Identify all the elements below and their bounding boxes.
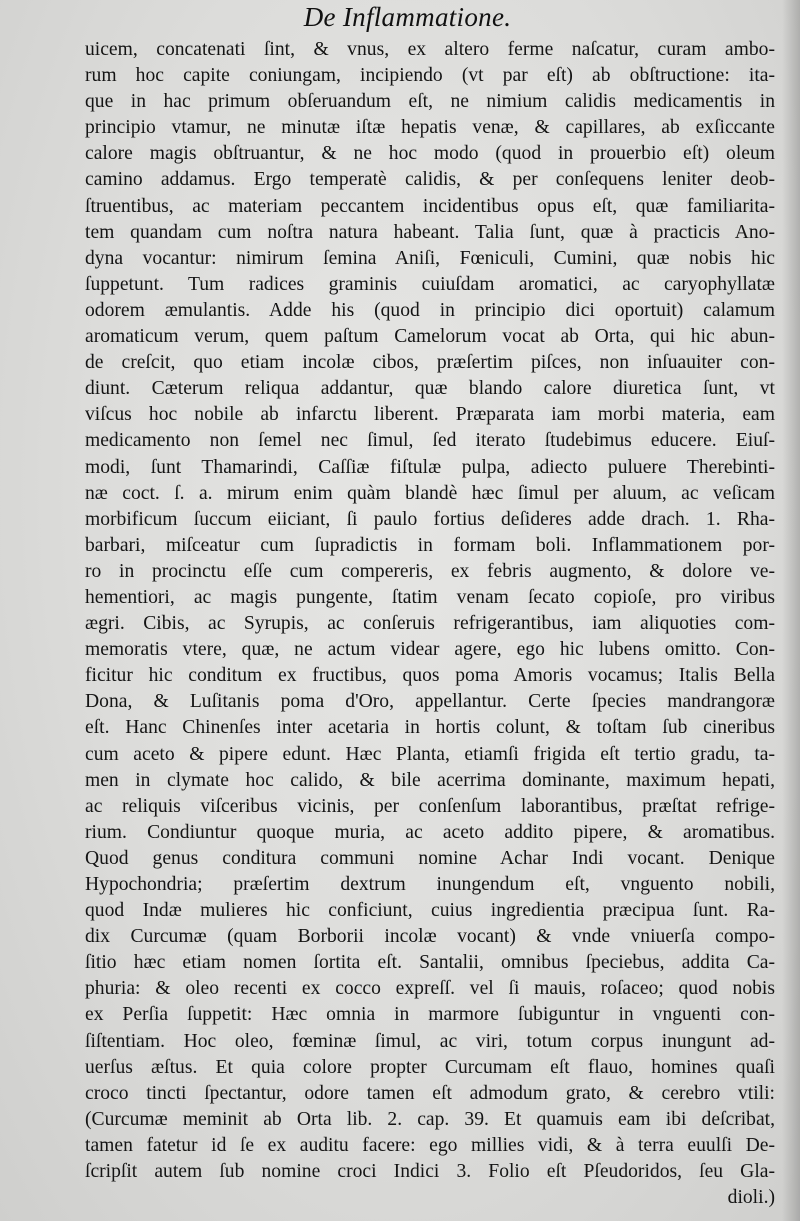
text-line: hementiori, ac magis pungente, ſtatim venam ſecato copioſe, pro viribus bbox=[85, 586, 775, 608]
page-edge-shadow bbox=[782, 0, 800, 1221]
text-line: rium. Condiuntur quoque muria, ac aceto addito pipere, & aromatibus. bbox=[85, 821, 775, 843]
text-line: camino addamus. Ergo temperatè calidis, & per conſequens leniter deob- bbox=[85, 169, 775, 191]
text-line: modi, ſunt Thamarindi, Caſſiæ fiſtulæ pulpa, adiecto puluere Therebinti- bbox=[85, 456, 775, 478]
text-line: de creſcit, quo etiam incolæ cibos, præſertim piſces, non inſuauiter con- bbox=[85, 352, 775, 374]
text-line: tamen fatetur id ſe ex auditu facere: ego millies vidi, & à terra euulſi De- bbox=[85, 1134, 775, 1156]
text-line: medicamento non ſemel nec ſimul, ſed iterato ſtudebimus educere. Eiuſ- bbox=[85, 430, 775, 452]
text-line: croco tincti ſpectantur, odore tamen eſt admodum grato, & cerebro vtili: bbox=[85, 1082, 775, 1104]
text-line: ex Perſia ſuppetit: Hæc omnia in marmore ſubiguntur in vnguenti con- bbox=[85, 1004, 775, 1026]
text-line: Dona, & Luſitanis poma d'Oro, appellantur. Certe ſpecies mandrangoræ bbox=[85, 691, 775, 713]
text-line: tem quandam cum noſtra natura habeant. Talia ſunt, quæ à practicis Ano- bbox=[85, 221, 775, 243]
text-line: uerſus æſtus. Et quia colore propter Curcumam eſt flauo, homines quaſi bbox=[85, 1056, 775, 1078]
text-line: ſuppetunt. Tum radices graminis cuiuſdam aromatici, ac caryophyllatæ bbox=[85, 273, 775, 295]
text-line: dix Curcumæ (quam Borborii incolæ vocant) & vnde vniuerſa compo- bbox=[85, 926, 775, 948]
text-line: morbificum ſuccum eiiciant, ſi paulo fortius deſideres adde drach. 1. Rha- bbox=[85, 508, 775, 530]
text-line: viſcus hoc nobile ab infarctu liberent. Præparata iam morbi materia, eam bbox=[85, 404, 775, 426]
text-line: calore magis obſtruantur, & ne hoc modo (quod in prouerbio eſt) oleum bbox=[85, 143, 775, 165]
text-line: cum aceto & pipere edunt. Hæc Planta, etiamſi frigida eſt tertio gradu, ta- bbox=[85, 743, 775, 765]
text-line: ſiſtentiam. Hoc oleo, fœminæ ſimul, ac viri, totum corpus inungunt ad- bbox=[85, 1030, 775, 1052]
text-line: dyna vocantur: nimirum ſemina Aniſi, Fœniculi, Cumini, quæ nobis hic bbox=[85, 247, 775, 269]
text-line: barbari, miſceatur cum ſupradictis in formam boli. Inflammationem por- bbox=[85, 534, 775, 556]
text-line: que in hac primum obſeruandum eſt, ne nimium calidis medicamentis in bbox=[85, 91, 775, 113]
text-line: diunt. Cæterum reliqua addantur, quæ blando calore diuretica ſunt, vt bbox=[85, 378, 775, 400]
text-line: odorem æmulantis. Adde his (quod in principio dici oportuit) calamum bbox=[85, 299, 775, 321]
text-line: phuria: & oleo recenti ex cocco expreſſ. vel ſi mauis, roſaceo; quod nobis bbox=[85, 978, 775, 1000]
text-line: men in clymate hoc calido, & bile acerrima dominante, maximum hepati, bbox=[85, 769, 775, 791]
text-line: Hypochondria; præſertim dextrum inungendum eſt, vnguento nobili, bbox=[85, 874, 775, 895]
text-line: memoratis vtere, quæ, ne actum videar agere, ego hic lubens omitto. Con- bbox=[85, 639, 775, 661]
text-line: ægri. Cibis, ac Syrupis, ac conſeruis refrigerantibus, iam aliquoties com- bbox=[85, 613, 775, 635]
text-line: Quod genus conditura communi nomine Achar Indi vocant. Denique bbox=[85, 847, 775, 869]
text-line: ſitio hæc etiam nomen ſortita eſt. Santalii, omnibus ſpeciebus, addita Ca- bbox=[85, 952, 775, 974]
text-line: rum hoc capite coniungam, incipiendo (vt par eſt) ab obſtructione: ita- bbox=[85, 65, 775, 87]
text-line: principio vtamur, ne minutæ iſtæ hepatis venæ, & capillares, ab exſiccante bbox=[85, 117, 775, 139]
text-line: eſt. Hanc Chinenſes inter acetaria in hortis colunt, & toſtam ſub cineribus bbox=[85, 717, 775, 739]
page-title: De Inflammatione. bbox=[303, 2, 512, 32]
text-line: aromaticum verum, quem paſtum Camelorum vocat ab Orta, qui hic abun- bbox=[85, 326, 775, 348]
text-line: ac reliquis viſceribus vicinis, per conſenſum laborantibus, præſtat refrige- bbox=[85, 795, 775, 817]
text-line: næ coct. ſ. a. mirum enim quàm blandè hæc ſimul per aluum, ac veſicam bbox=[85, 482, 775, 504]
text-line: quod Indæ mulieres hic conficiunt, cuius ingredientia præcipua ſunt. Ra- bbox=[85, 900, 775, 922]
text-line: ro in procinctu eſſe cum compereris, ex febris augmento, & dolore ve- bbox=[85, 560, 775, 582]
text-line: ſtruentibus, ac materiam peccantem incidentibus opus eſt, quæ familiarita- bbox=[85, 195, 775, 217]
text-line: ſcripſit autem ſub nomine croci Indici 3. Folio eſt Pſeudoridos, ſeu Gla- bbox=[85, 1161, 775, 1183]
text-line: ficitur hic conditum ex fructibus, quos poma Amoris vocamus; Italis Bella bbox=[85, 665, 775, 687]
body-text bbox=[85, 37, 775, 1211]
text-line: dioli.) bbox=[727, 1187, 775, 1209]
text-line: uicem, concatenati ſint, & vnus, ex altero ferme naſcatur, curam ambo- bbox=[85, 39, 775, 60]
text-line: (Curcumæ meminit ab Orta lib. 2. cap. 39. Et quamuis eam ibi deſcribat, bbox=[85, 1108, 775, 1130]
